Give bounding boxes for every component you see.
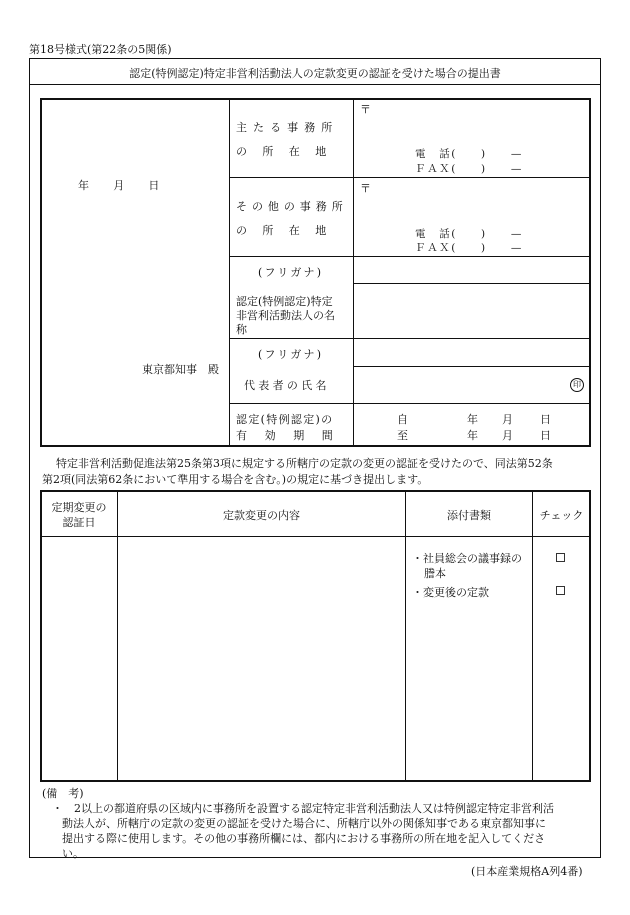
checkbox-articles[interactable]: [556, 586, 565, 595]
validity-to-year: 年: [467, 429, 478, 442]
header-attachments: 添付書類: [447, 509, 491, 522]
row-divider: [353, 283, 590, 284]
statement-line-2: 第2項(同法第62条において準用する場合を含む。)の規定に基づき提出します。: [42, 473, 429, 486]
note-line-4: い。: [62, 847, 84, 860]
checkbox-minutes[interactable]: [556, 553, 565, 562]
title-divider: [29, 84, 601, 85]
form-title: 認定(特例認定)特定非営利活動法人の定款変更の認証を受けた場合の提出書: [129, 67, 501, 80]
other-office-phone: 電 話( ) —: [415, 228, 523, 240]
corp-name-label-1: 認定(特例認定)特定: [236, 295, 333, 308]
table-col-divider: [532, 491, 533, 781]
table-col-divider: [405, 491, 406, 781]
main-office-fax: ＦＡＸ( ) —: [415, 163, 523, 175]
validity-to-day: 日: [540, 429, 551, 442]
validity-from-day: 日: [540, 413, 551, 426]
validity-to-month: 月: [502, 429, 513, 442]
other-office-label-2: の 所 在 地: [236, 224, 329, 237]
form-number: 第18号様式(第22条の5関係): [29, 43, 172, 56]
header-check: チェック: [539, 509, 584, 522]
statement-line-1: 特定非営利活動促進法第25条第3項に規定する所轄庁の定款の変更の認証を受けたので、同法第52条: [56, 457, 553, 470]
rep-name-label: 代表者の氏名: [244, 379, 330, 392]
note-line-2: 動法人が、所轄庁の定款の変更の認証を受けた場合に、所轄庁以外の関係知事である東京都知事に: [62, 817, 546, 830]
validity-label-1: 認定(特例認定)の: [236, 413, 334, 426]
table-col-divider: [117, 491, 118, 781]
attachment-minutes: ・社員総会の議事録の: [412, 552, 522, 565]
column-divider-right: [353, 99, 354, 446]
corp-name-label-2: 非営利活動法人の名: [236, 309, 335, 322]
postal-mark: 〒: [360, 103, 371, 116]
furigana-label: (フリガナ): [258, 266, 324, 279]
note-line-3: 提出する際に使用します。その他の事務所欄には、都内における事務所の所在地を記入してくださ: [62, 832, 546, 845]
attachment-minutes-2: 謄本: [424, 567, 446, 580]
main-office-phone: 電 話( ) —: [415, 148, 523, 160]
postal-mark: 〒: [360, 182, 371, 195]
row-divider: [229, 338, 590, 339]
validity-to: 至: [397, 429, 408, 442]
main-office-label: 主たる事務所: [236, 121, 339, 134]
row-divider: [353, 366, 590, 367]
header-approval-date-1: 定期変更の: [51, 501, 107, 514]
furigana-label: (フリガナ): [258, 348, 324, 361]
column-divider-left: [229, 99, 230, 446]
validity-from: 自: [397, 413, 408, 426]
attachment-articles: ・変更後の定款: [412, 586, 489, 599]
paper-size: (日本産業規格A列4番): [471, 865, 583, 878]
main-office-label-2: の 所 在 地: [236, 145, 329, 158]
validity-label-2: 有 効 期 間: [236, 429, 337, 442]
validity-from-month: 月: [502, 413, 513, 426]
row-divider: [229, 177, 590, 178]
corp-name-label-3: 称: [236, 323, 247, 336]
row-divider: [229, 403, 590, 404]
change-table: [40, 490, 591, 782]
notes-title: (備 考): [42, 787, 84, 800]
validity-from-year: 年: [467, 413, 478, 426]
other-office-label: その他の事務所: [236, 200, 348, 213]
header-approval-date-2: 認証日: [62, 516, 96, 529]
table-header-divider: [41, 536, 590, 537]
seal-mark: 印: [570, 378, 584, 392]
addressee: 東京都知事 殿: [142, 363, 219, 376]
header-change-content: 定款変更の内容: [223, 509, 300, 522]
other-office-fax: ＦＡＸ( ) —: [415, 242, 523, 254]
note-line-1: ・ 2以上の都道府県の区域内に事務所を設置する認定特定非営利活動法人又は特例認定特定非営利活: [52, 802, 554, 815]
submission-date: 年 月 日: [78, 179, 166, 192]
row-divider: [229, 256, 590, 257]
